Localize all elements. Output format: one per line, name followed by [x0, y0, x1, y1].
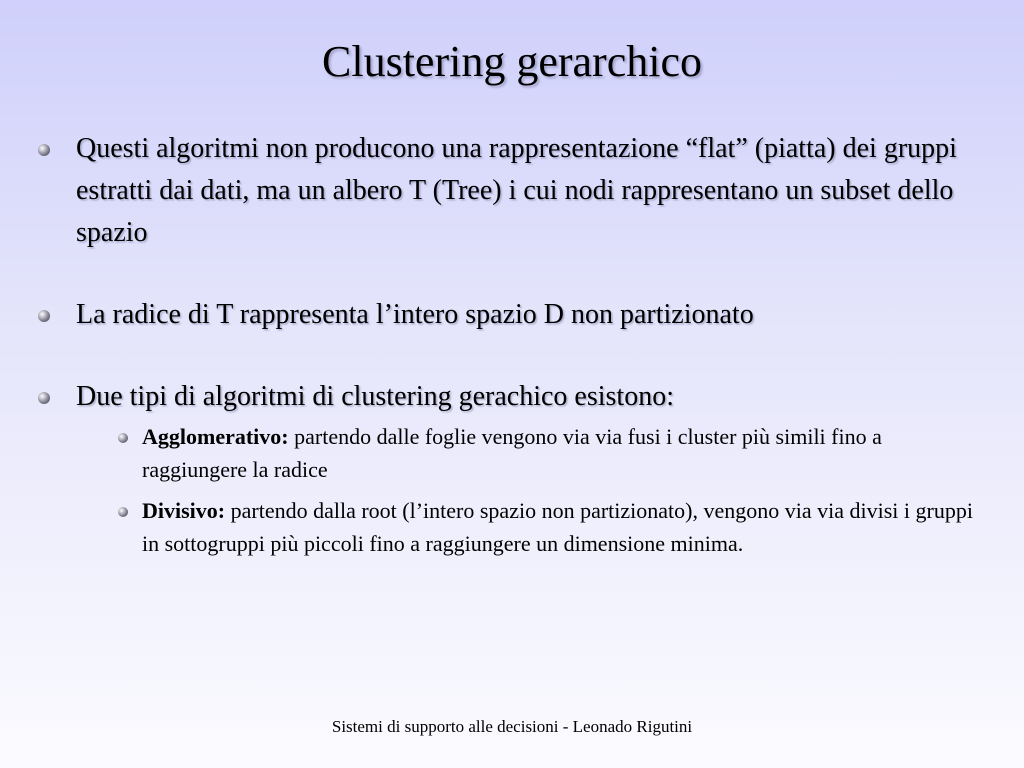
- sub-bullet-item: [118, 420, 986, 486]
- bullet-text: Due tipi di algoritmi di clustering gerachico esistono:: [76, 381, 674, 412]
- bullet-item: [36, 128, 986, 254]
- bullet-text: Questi algoritmi non producono una rappresentazione “flat” (piatta) dei gruppi estratti dai dati, ma un albero T (Tree) i cui nodi rappresentano un subset dello spazio: [76, 133, 957, 248]
- sub-bullet-text: partendo dalle foglie vengono via via fusi i cluster più simili fino a raggiungere la radice: [142, 424, 882, 482]
- bullet-item: [36, 376, 986, 560]
- bullet-list: [36, 128, 986, 560]
- sub-bullet-item: [118, 494, 986, 560]
- bullet-icon: [38, 144, 50, 156]
- slide-footer: Sistemi di supporto alle decisioni - Leonado Rigutini: [331, 717, 693, 736]
- bullet-text: La radice di T rappresenta l’intero spazio D non partizionato: [76, 299, 754, 330]
- bullet-item: [36, 294, 986, 336]
- sub-bullet-term: Divisivo:: [142, 498, 226, 523]
- bullet-icon: [38, 392, 50, 404]
- sub-bullet-list: [76, 420, 986, 560]
- sub-bullet-icon: [118, 433, 128, 443]
- sub-bullet-text: partendo dalla root (l’intero spazio non partizionato), vengono via via divisi i gruppi in sottogruppi più piccoli fino a raggiungere un dimensione minima.: [142, 498, 973, 556]
- slide-title: Clustering gerarchico: [322, 37, 702, 86]
- sub-bullet-term: Agglomerativo:: [142, 424, 289, 449]
- bullet-icon: [38, 310, 50, 322]
- sub-bullet-icon: [118, 507, 128, 517]
